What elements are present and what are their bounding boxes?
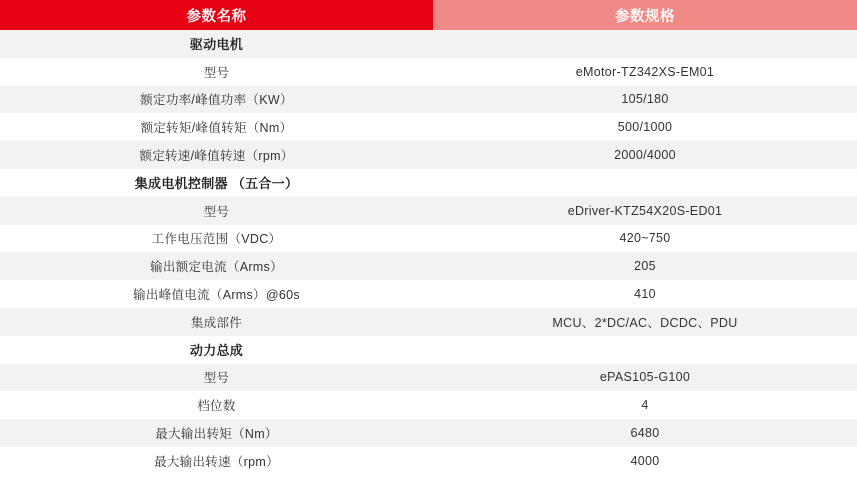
table-row — [0, 364, 857, 392]
table-row — [0, 447, 857, 475]
parameter-name-cell: 集成部件 — [0, 308, 433, 336]
table-row — [0, 141, 857, 169]
table-section-row — [0, 336, 857, 364]
parameter-value-cell: 4 — [433, 391, 857, 419]
table-row — [0, 86, 857, 114]
parameter-value-cell: 4000 — [433, 447, 857, 475]
table-body — [0, 30, 857, 475]
section-value — [433, 30, 857, 58]
parameter-name-cell: 型号 — [0, 197, 433, 225]
column-header-parameter-name: 参数名称 — [0, 0, 433, 30]
table-row — [0, 308, 857, 336]
table-row — [0, 419, 857, 447]
parameter-value-cell: eMotor-TZ342XS-EM01 — [433, 58, 857, 86]
section-title: 集成电机控制器 （五合一） — [0, 169, 433, 197]
parameter-value-cell: 410 — [433, 280, 857, 308]
table-row — [0, 113, 857, 141]
table-row — [0, 225, 857, 253]
parameter-value-cell: 6480 — [433, 419, 857, 447]
parameter-value-cell: 2000/4000 — [433, 141, 857, 169]
parameter-value-cell: 500/1000 — [433, 113, 857, 141]
column-header-parameter-spec: 参数规格 — [433, 0, 857, 30]
table-section-row — [0, 169, 857, 197]
table-header — [0, 0, 857, 30]
section-title: 动力总成 — [0, 336, 433, 364]
parameter-value-cell: 105/180 — [433, 86, 857, 114]
parameter-value-cell: 205 — [433, 252, 857, 280]
parameter-value-cell: MCU、2*DC/AC、DCDC、PDU — [433, 308, 857, 336]
parameter-value-cell: eDriver-KTZ54X20S-ED01 — [433, 197, 857, 225]
section-value — [433, 336, 857, 364]
parameter-name-cell: 额定转矩/峰值转矩（Nm） — [0, 113, 433, 141]
section-title: 驱动电机 — [0, 30, 433, 58]
parameter-name-cell: 最大输出转矩（Nm） — [0, 419, 433, 447]
table-section-row — [0, 30, 857, 58]
table-row — [0, 252, 857, 280]
parameter-name-cell: 型号 — [0, 58, 433, 86]
parameter-name-cell: 输出额定电流（Arms） — [0, 252, 433, 280]
parameter-value-cell: 420~750 — [433, 225, 857, 253]
parameter-name-cell: 输出峰值电流（Arms）@60s — [0, 280, 433, 308]
parameter-name-cell: 额定功率/峰值功率（KW） — [0, 86, 433, 114]
parameter-value-cell: ePAS105-G100 — [433, 364, 857, 392]
table-row — [0, 280, 857, 308]
parameter-name-cell: 型号 — [0, 364, 433, 392]
table-row — [0, 197, 857, 225]
section-value — [433, 169, 857, 197]
parameter-name-cell: 最大输出转速（rpm） — [0, 447, 433, 475]
parameter-name-cell: 工作电压范围（VDC） — [0, 225, 433, 253]
parameter-name-cell: 档位数 — [0, 391, 433, 419]
parameter-name-cell: 额定转速/峰值转速（rpm） — [0, 141, 433, 169]
table-header-row — [0, 0, 857, 30]
table-row — [0, 391, 857, 419]
table-row — [0, 58, 857, 86]
